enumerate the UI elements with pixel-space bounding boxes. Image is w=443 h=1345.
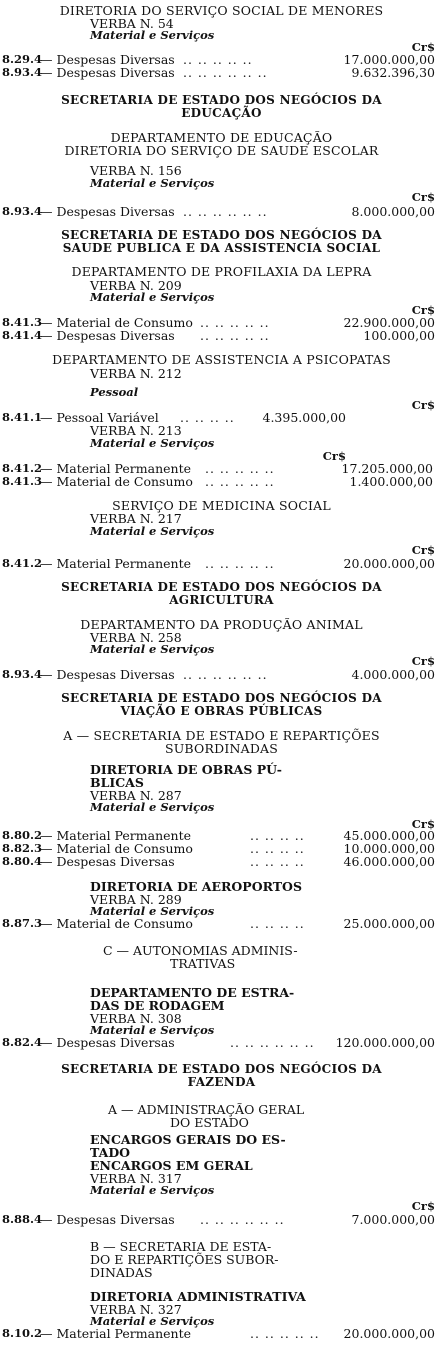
item-description: — Despesas Diversas [40,204,175,219]
item-code: 8.93.4 [2,65,43,79]
expense-category: Material e Serviços [90,1023,215,1037]
verba-number: VERBA N. 212 [90,366,182,381]
leader-dots: .. .. .. .. [250,854,305,869]
item-code: 8.80.2 [2,828,43,842]
department-heading: DEPARTAMENTO DE PROFILAXIA DA LEPRA [71,264,372,279]
department-heading: DEPARTAMENTO DE ASSISTENCIA A PSICOPATAS [52,352,391,367]
item-description: — Material Permanente [40,461,191,476]
expense-category: Pessoal [90,385,139,399]
item-amount: 46.000.000,00 [343,854,435,869]
item-amount: 120.000.000,00 [335,1035,435,1050]
currency-label: Cr$ [411,654,435,668]
item-description: — Despesas Diversas [40,667,175,682]
secretariat-heading: SECRETARIA DE ESTADO DOS NEGÓCIOS DA [61,228,382,242]
secretariat-heading-cont: EDUCAÇÃO [181,106,262,120]
secretariat-heading: SECRETARIA DE ESTADO DOS NEGÓCIOS DA [61,1062,382,1076]
expense-category: Material e Serviços [90,28,215,42]
item-code: 8.88.4 [2,1212,43,1226]
budget-row [0,1213,443,1226]
directorate-heading: DIRETORIA DO SERVIÇO DE SAUDE ESCOLAR [64,143,379,158]
budget-row [0,668,443,681]
item-code: 8.41.2 [2,461,43,475]
leader-dots: .. .. .. .. .. .. [230,1035,315,1050]
currency-label: Cr$ [322,449,346,463]
item-amount: 100.000,00 [363,328,435,343]
subsection-heading: B — SECRETARIA DE ESTA- [90,1239,272,1254]
verba-number: VERBA N. 213 [90,423,182,438]
item-description: — Material de Consumo [40,841,193,856]
item-description: — Material Permanente [40,556,191,571]
expense-category: Material e Serviços [90,290,215,304]
item-amount: 9.632.396,30 [351,65,435,80]
expense-category: Material e Serviços [90,1183,215,1197]
item-description: — Material de Consumo [40,916,193,931]
item-code: 8.41.3 [2,474,43,488]
budget-row [0,917,443,930]
item-amount: 20.000.000,00 [343,556,435,571]
secretariat-heading: SECRETARIA DE ESTADO DOS NEGÓCIOS DA [61,93,382,107]
item-description: — Despesas Diversas [40,65,175,80]
item-code: 8.80.4 [2,854,43,868]
secretariat-heading-cont: FAZENDA [187,1075,256,1089]
item-description: — Pessoal Variável [40,410,159,425]
verba-number: VERBA N. 54 [90,16,174,31]
leader-dots: .. .. .. .. .. .. [183,65,268,80]
expense-category: Material e Serviços [90,1314,215,1328]
leader-dots: .. .. .. .. [180,410,235,425]
directorate-heading: DIRETORIA DE OBRAS PÚ- [90,762,282,777]
leader-dots: .. .. .. .. .. [250,1326,320,1341]
item-amount: 17.205.000,00 [341,461,433,476]
budget-row [0,1036,443,1049]
item-description: — Despesas Diversas [40,52,175,67]
budget-row [0,1327,443,1340]
budget-row [0,855,443,868]
secretariat-heading: SECRETARIA DE ESTADO DOS NEGÓCIOS DA [61,691,382,705]
item-code: 8.82.4 [2,1035,43,1049]
item-description: — Despesas Diversas [40,1212,175,1227]
verba-number: VERBA N. 327 [90,1302,182,1317]
leader-dots: .. .. .. .. .. [200,315,270,330]
item-amount: 25.000.000,00 [343,916,435,931]
budget-row [0,329,443,342]
item-code: 8.41.2 [2,556,43,570]
verba-number: VERBA N. 287 [90,788,182,803]
department-heading: DEPARTAMENTO DA PRODUÇÃO ANIMAL [80,617,363,632]
verba-number: VERBA N. 317 [90,1171,182,1186]
verba-number: VERBA N. 258 [90,630,182,645]
verba-number: VERBA N. 156 [90,163,182,178]
budget-row [0,475,443,488]
leader-dots: .. .. .. .. .. .. [183,204,268,219]
secretariat-heading-cont: AGRICULTURA [169,593,274,607]
budget-row [0,205,443,218]
heading-directorate: DIRETORIA DO SERVIÇO SOCIAL DE MENORES [59,3,384,18]
currency-label: Cr$ [411,40,435,54]
item-description: — Material Permanente [40,828,191,843]
budget-row [0,411,443,424]
secretariat-heading-cont: SAUDE PUBLICA E DA ASSISTENCIA SOCIAL [62,241,381,255]
currency-label: Cr$ [411,303,435,317]
currency-label: Cr$ [411,398,435,412]
item-code: 8.82.3 [2,841,43,855]
expense-category: Material e Serviços [90,436,215,450]
verba-number: VERBA N. 217 [90,511,182,526]
item-amount: 1.400.000,00 [349,474,433,489]
currency-label: Cr$ [411,190,435,204]
item-amount: 4.395.000,00 [262,410,346,425]
verba-number: VERBA N. 209 [90,278,182,293]
item-description: — Material de Consumo [40,474,193,489]
item-description: — Despesas Diversas [40,854,175,869]
charges-subheading: ENCARGOS EM GERAL [90,1158,253,1173]
subsection-heading: A — SECRETARIA DE ESTADO E REPARTIÇÕES [63,728,380,743]
charges-heading-cont: TADO [90,1145,131,1160]
expense-category: Material e Serviços [90,524,215,538]
item-amount: 4.000.000,00 [351,667,435,682]
item-code: 8.93.4 [2,204,43,218]
currency-label: Cr$ [411,543,435,557]
expense-category: Material e Serviços [90,176,215,190]
leader-dots: .. .. .. .. .. [183,52,253,67]
leader-dots: .. .. .. .. .. [205,556,275,571]
subsection-heading-cont: DINADAS [90,1265,153,1280]
item-description: — Despesas Diversas [40,1035,175,1050]
item-description: — Material de Consumo [40,315,193,330]
subsection-heading-cont: DO ESTADO [170,1115,249,1130]
item-amount: 8.000.000,00 [351,204,435,219]
secretariat-heading: SECRETARIA DE ESTADO DOS NEGÓCIOS DA [61,580,382,594]
secretariat-heading-cont: VIAÇÃO E OBRAS PÚBLICAS [120,704,323,718]
item-description: — Despesas Diversas [40,328,175,343]
verba-number: VERBA N. 308 [90,1011,182,1026]
item-code: 8.93.4 [2,667,43,681]
item-code: 8.29.4 [2,52,43,66]
item-amount: 22.900.000,00 [343,315,435,330]
expense-category: Material e Serviços [90,642,215,656]
leader-dots: .. .. .. .. .. .. [200,1212,285,1227]
budget-row [0,66,443,79]
item-amount: 45.000.000,00 [343,828,435,843]
leader-dots: .. .. .. .. [250,916,305,931]
budget-row [0,557,443,570]
item-amount: 17.000.000,00 [343,52,435,67]
currency-label: Cr$ [411,817,435,831]
item-amount: 10.000.000,00 [343,841,435,856]
department-heading: DEPARTAMENTO DE ESTRA- [90,985,295,1000]
leader-dots: .. .. .. .. [250,841,305,856]
expense-category: Material e Serviços [90,800,215,814]
expense-category: Material e Serviços [90,904,215,918]
leader-dots: .. .. .. .. .. [205,474,275,489]
item-code: 8.41.4 [2,328,43,342]
leader-dots: .. .. .. .. .. .. [183,667,268,682]
directorate-heading: DIRETORIA ADMINISTRATIVA [90,1289,306,1304]
item-amount: 7.000.000,00 [351,1212,435,1227]
subsection-heading-cont: SUBORDINADAS [164,741,279,756]
item-description: — Material Permanente [40,1326,191,1341]
subsection-heading-cont: DO E REPARTIÇÕES SUBOR- [90,1252,279,1267]
subsection-heading-cont: TRATIVAS [170,956,236,971]
directorate-heading: DIRETORIA DE AEROPORTOS [90,879,302,894]
item-amount: 20.000.000,00 [343,1326,435,1341]
currency-label: Cr$ [411,1199,435,1213]
item-code: 8.41.3 [2,315,43,329]
subsection-heading: A — ADMINISTRAÇÃO GERAL [108,1102,305,1117]
leader-dots: .. .. .. .. .. [205,461,275,476]
leader-dots: .. .. .. .. [250,828,305,843]
leader-dots: .. .. .. .. .. [200,328,270,343]
item-code: 8.87.3 [2,916,43,930]
charges-heading: ENCARGOS GERAIS DO ES- [90,1132,286,1147]
directorate-heading-cont: BLICAS [90,775,144,790]
item-code: 8.41.1 [2,410,43,424]
verba-number: VERBA N. 289 [90,892,182,907]
subsection-heading: C — AUTONOMIAS ADMINIS- [103,943,298,958]
department-heading: DEPARTAMENTO DE EDUCAÇÃO [110,130,333,145]
item-code: 8.10.2 [2,1326,43,1340]
service-heading: SERVIÇO DE MEDICINA SOCIAL [112,498,331,513]
department-heading-cont: DAS DE RODAGEM [90,998,225,1013]
